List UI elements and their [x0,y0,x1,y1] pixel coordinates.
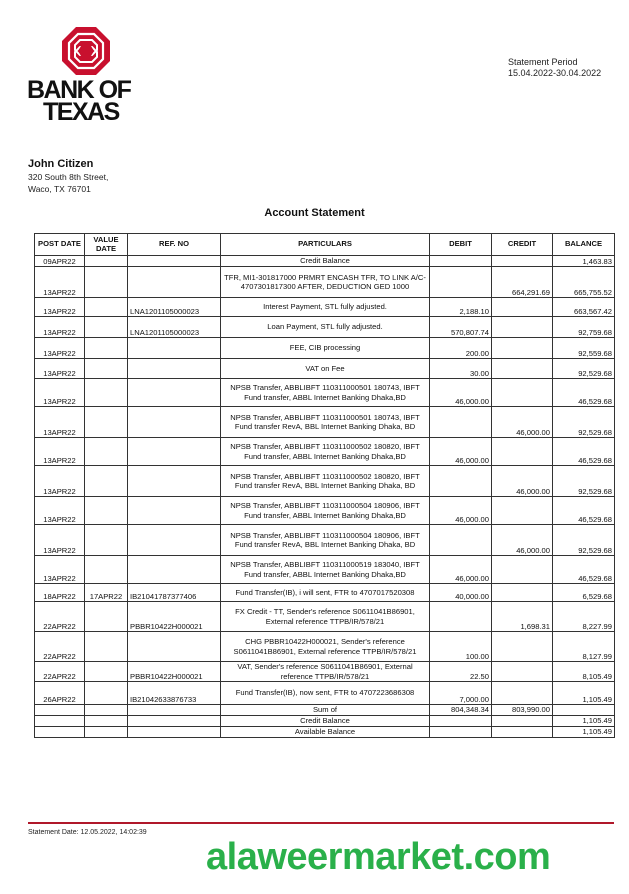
credit-cell: 664,291.69 [492,267,553,298]
statement-period [508,57,601,79]
value-date-cell [85,338,128,359]
post-date-cell: 22APR22 [35,602,85,632]
particulars-cell: NPSB Transfer, ABBLIBFT 110311000501 180743, IBFT Fund transfer RevA, BBL Internet Banking Dhaka, BD [221,407,430,438]
post-date-cell: 13APR22 [35,317,85,338]
post-date-cell: 13APR22 [35,466,85,497]
col-credit: CREDIT [492,234,553,256]
debit-cell [430,525,492,556]
particulars-cell: CHG PBBR10422H000021, Sender's reference S0611041B86901, External reference TTPB/IR/578/21 [221,632,430,662]
credit-cell [492,632,553,662]
ref-no-cell: LNA1201105000023 [128,317,221,338]
table-row [35,632,615,662]
debit-cell: 570,807.74 [430,317,492,338]
ref-no-cell [128,497,221,525]
credit-cell: 46,000.00 [492,466,553,497]
particulars-cell: Loan Payment, STL fully adjusted. [221,317,430,338]
post-date-cell: 13APR22 [35,267,85,298]
balance-cell: 92,529.68 [553,407,615,438]
post-date-cell: 13APR22 [35,438,85,466]
balance-cell: 46,529.68 [553,379,615,407]
credit-cell: 46,000.00 [492,525,553,556]
table-row [35,267,615,298]
customer-address-line1: 320 South 8th Street, [28,172,109,182]
debit-cell: 200.00 [430,338,492,359]
balance-cell: 1,105.49 [553,682,615,705]
empty-cell [128,716,221,727]
debit-cell [430,602,492,632]
table-row [35,379,615,407]
credit-cell [492,379,553,407]
debit-cell: 46,000.00 [430,379,492,407]
summary-debit [430,727,492,738]
value-date-cell [85,497,128,525]
debit-cell [430,267,492,298]
ref-no-cell: IB21041787377406 [128,584,221,602]
balance-cell: 46,529.68 [553,556,615,584]
summary-balance: 1,105.49 [553,716,615,727]
bank-name-line1: BANK OF [27,76,131,104]
value-date-cell [85,359,128,379]
balance-cell: 92,529.68 [553,359,615,379]
ref-no-cell [128,256,221,267]
empty-cell [128,727,221,738]
customer-address-block [28,158,108,195]
credit-cell [492,338,553,359]
table-row [35,298,615,317]
post-date-cell: 13APR22 [35,359,85,379]
bank-name-line2: TEXAS [43,98,119,126]
summary-label: Sum of [221,705,430,716]
post-date-cell: 13APR22 [35,407,85,438]
table-row [35,602,615,632]
particulars-cell: VAT, Sender's reference S0611041B86901, External reference TTPB/IR/578/21 [221,662,430,682]
credit-cell: 1,698.31 [492,602,553,632]
credit-cell [492,256,553,267]
balance-cell: 92,529.68 [553,466,615,497]
value-date-cell [85,379,128,407]
particulars-cell: Credit Balance [221,256,430,267]
ref-no-cell [128,407,221,438]
summary-credit [492,727,553,738]
credit-cell [492,556,553,584]
summary-row [35,716,615,727]
table-row [35,497,615,525]
statement-date: Statement Date: 12.05.2022, 14:02:39 [28,829,147,836]
value-date-cell [85,438,128,466]
particulars-cell: NPSB Transfer, ABBLIBFT 110311000501 180743, IBFT Fund transfer, ABBL Internet Banking Dhaka,BD [221,379,430,407]
particulars-cell: Fund Transfer(IB), i will sent, FTR to 4707017520308 [221,584,430,602]
value-date-cell [85,602,128,632]
balance-cell: 1,463.83 [553,256,615,267]
summary-label: Available Balance [221,727,430,738]
value-date-cell [85,317,128,338]
particulars-cell: FEE, CIB processing [221,338,430,359]
debit-cell [430,466,492,497]
ref-no-cell [128,632,221,662]
credit-cell [492,584,553,602]
particulars-cell: NPSB Transfer, ABBLIBFT 110311000504 180906, IBFT Fund transfer RevA, BBL Internet Banking Dhaka, BD [221,525,430,556]
debit-cell: 40,000.00 [430,584,492,602]
balance-cell: 663,567.42 [553,298,615,317]
post-date-cell: 09APR22 [35,256,85,267]
table-header-row [35,234,615,256]
value-date-cell [85,632,128,662]
particulars-cell: NPSB Transfer, ABBLIBFT 110311000519 183040, IBFT Fund transfer, ABBL Internet Banking Dhaka,BD [221,556,430,584]
balance-cell: 92,759.68 [553,317,615,338]
table-row [35,584,615,602]
balance-cell: 46,529.68 [553,497,615,525]
ref-no-cell [128,359,221,379]
balance-cell: 92,529.68 [553,525,615,556]
debit-cell: 46,000.00 [430,497,492,525]
empty-cell [35,705,85,716]
empty-cell [35,727,85,738]
bank-logo [27,26,147,126]
post-date-cell: 13APR22 [35,497,85,525]
customer-name: John Citizen [28,158,94,170]
table-row [35,359,615,379]
balance-cell: 92,559.68 [553,338,615,359]
table-row [35,256,615,267]
credit-cell: 46,000.00 [492,407,553,438]
credit-cell [492,298,553,317]
bank-octagon-logo-icon [61,26,111,76]
summary-row [35,705,615,716]
ref-no-cell [128,267,221,298]
balance-cell: 46,529.68 [553,438,615,466]
debit-cell [430,407,492,438]
empty-cell [128,705,221,716]
summary-debit [430,716,492,727]
value-date-cell [85,682,128,705]
post-date-cell: 22APR22 [35,632,85,662]
debit-cell: 7,000.00 [430,682,492,705]
particulars-cell: TFR, MI1-301817000 PRMRT ENCASH TFR, TO LINK A/C-4707301817300 AFTER, DEDUCTION GED 1000 [221,267,430,298]
summary-balance [553,705,615,716]
credit-cell [492,662,553,682]
post-date-cell: 13APR22 [35,298,85,317]
ref-no-cell: LNA1201105000023 [128,298,221,317]
post-date-cell: 13APR22 [35,525,85,556]
ref-no-cell [128,466,221,497]
table-row [35,682,615,705]
post-date-cell: 13APR22 [35,556,85,584]
particulars-cell: FX Credit - TT, Sender's reference S0611041B86901, External reference TTPB/IR/578/21 [221,602,430,632]
debit-cell: 100.00 [430,632,492,662]
debit-cell: 46,000.00 [430,556,492,584]
debit-cell: 2,188.10 [430,298,492,317]
table-row [35,407,615,438]
summary-credit: 803,990.00 [492,705,553,716]
col-post-date: POST DATE [35,234,85,256]
credit-cell [492,682,553,705]
credit-cell [492,438,553,466]
table-row [35,438,615,466]
value-date-cell [85,662,128,682]
value-date-cell [85,525,128,556]
ref-no-cell: PBBR10422H000021 [128,662,221,682]
balance-cell: 6,529.68 [553,584,615,602]
ref-no-cell [128,338,221,359]
credit-cell [492,497,553,525]
particulars-cell: Interest Payment, STL fully adjusted. [221,298,430,317]
particulars-cell: NPSB Transfer, ABBLIBFT 110311000502 180820, IBFT Fund transfer, ABBL Internet Banking Dhaka,BD [221,438,430,466]
credit-cell [492,317,553,338]
particulars-cell: NPSB Transfer, ABBLIBFT 110311000502 180820, IBFT Fund transfer RevA, BBL Internet Banking Dhaka, BD [221,466,430,497]
ref-no-cell: IB21042633876733 [128,682,221,705]
particulars-cell: Fund Transfer(IB), now sent, FTR to 4707223686308 [221,682,430,705]
footer-divider [28,822,614,824]
particulars-cell: VAT on Fee [221,359,430,379]
customer-address-line2: Waco, TX 76701 [28,184,91,194]
credit-cell [492,359,553,379]
empty-cell [35,716,85,727]
watermark-text: alaweermarket.com [206,836,551,878]
table-row [35,317,615,338]
debit-cell: 46,000.00 [430,438,492,466]
empty-cell [85,727,128,738]
balance-cell: 8,127.99 [553,632,615,662]
col-particulars: PARTICULARS [221,234,430,256]
post-date-cell: 13APR22 [35,338,85,359]
value-date-cell [85,466,128,497]
balance-cell: 8,227.99 [553,602,615,632]
document-title: Account Statement [264,207,365,219]
particulars-cell: NPSB Transfer, ABBLIBFT 110311000504 180906, IBFT Fund transfer, ABBL Internet Banking Dhaka,BD [221,497,430,525]
summary-debit: 804,348.34 [430,705,492,716]
post-date-cell: 13APR22 [35,379,85,407]
summary-label: Credit Balance [221,716,430,727]
value-date-cell: 17APR22 [85,584,128,602]
empty-cell [85,716,128,727]
empty-cell [85,705,128,716]
table-row [35,338,615,359]
value-date-cell [85,407,128,438]
col-ref-no: REF. NO [128,234,221,256]
summary-credit [492,716,553,727]
debit-cell [430,256,492,267]
ref-no-cell [128,438,221,466]
table-row [35,525,615,556]
post-date-cell: 22APR22 [35,662,85,682]
balance-cell: 8,105.49 [553,662,615,682]
ref-no-cell [128,379,221,407]
col-value-date: VALUE DATE [85,234,128,256]
post-date-cell: 18APR22 [35,584,85,602]
balance-cell: 665,755.52 [553,267,615,298]
value-date-cell [85,267,128,298]
statement-period-value: 15.04.2022-30.04.2022 [508,68,602,78]
table-row [35,466,615,497]
value-date-cell [85,298,128,317]
summary-balance: 1,105.49 [553,727,615,738]
statement-period-label: Statement Period [508,57,578,67]
table-row [35,662,615,682]
summary-row [35,727,615,738]
ref-no-cell [128,556,221,584]
ref-no-cell: PBBR10422H000021 [128,602,221,632]
post-date-cell: 26APR22 [35,682,85,705]
debit-cell: 30.00 [430,359,492,379]
col-balance: BALANCE [553,234,615,256]
value-date-cell [85,556,128,584]
col-debit: DEBIT [430,234,492,256]
debit-cell: 22.50 [430,662,492,682]
table-row [35,556,615,584]
transactions-table [34,233,615,738]
ref-no-cell [128,525,221,556]
value-date-cell [85,256,128,267]
